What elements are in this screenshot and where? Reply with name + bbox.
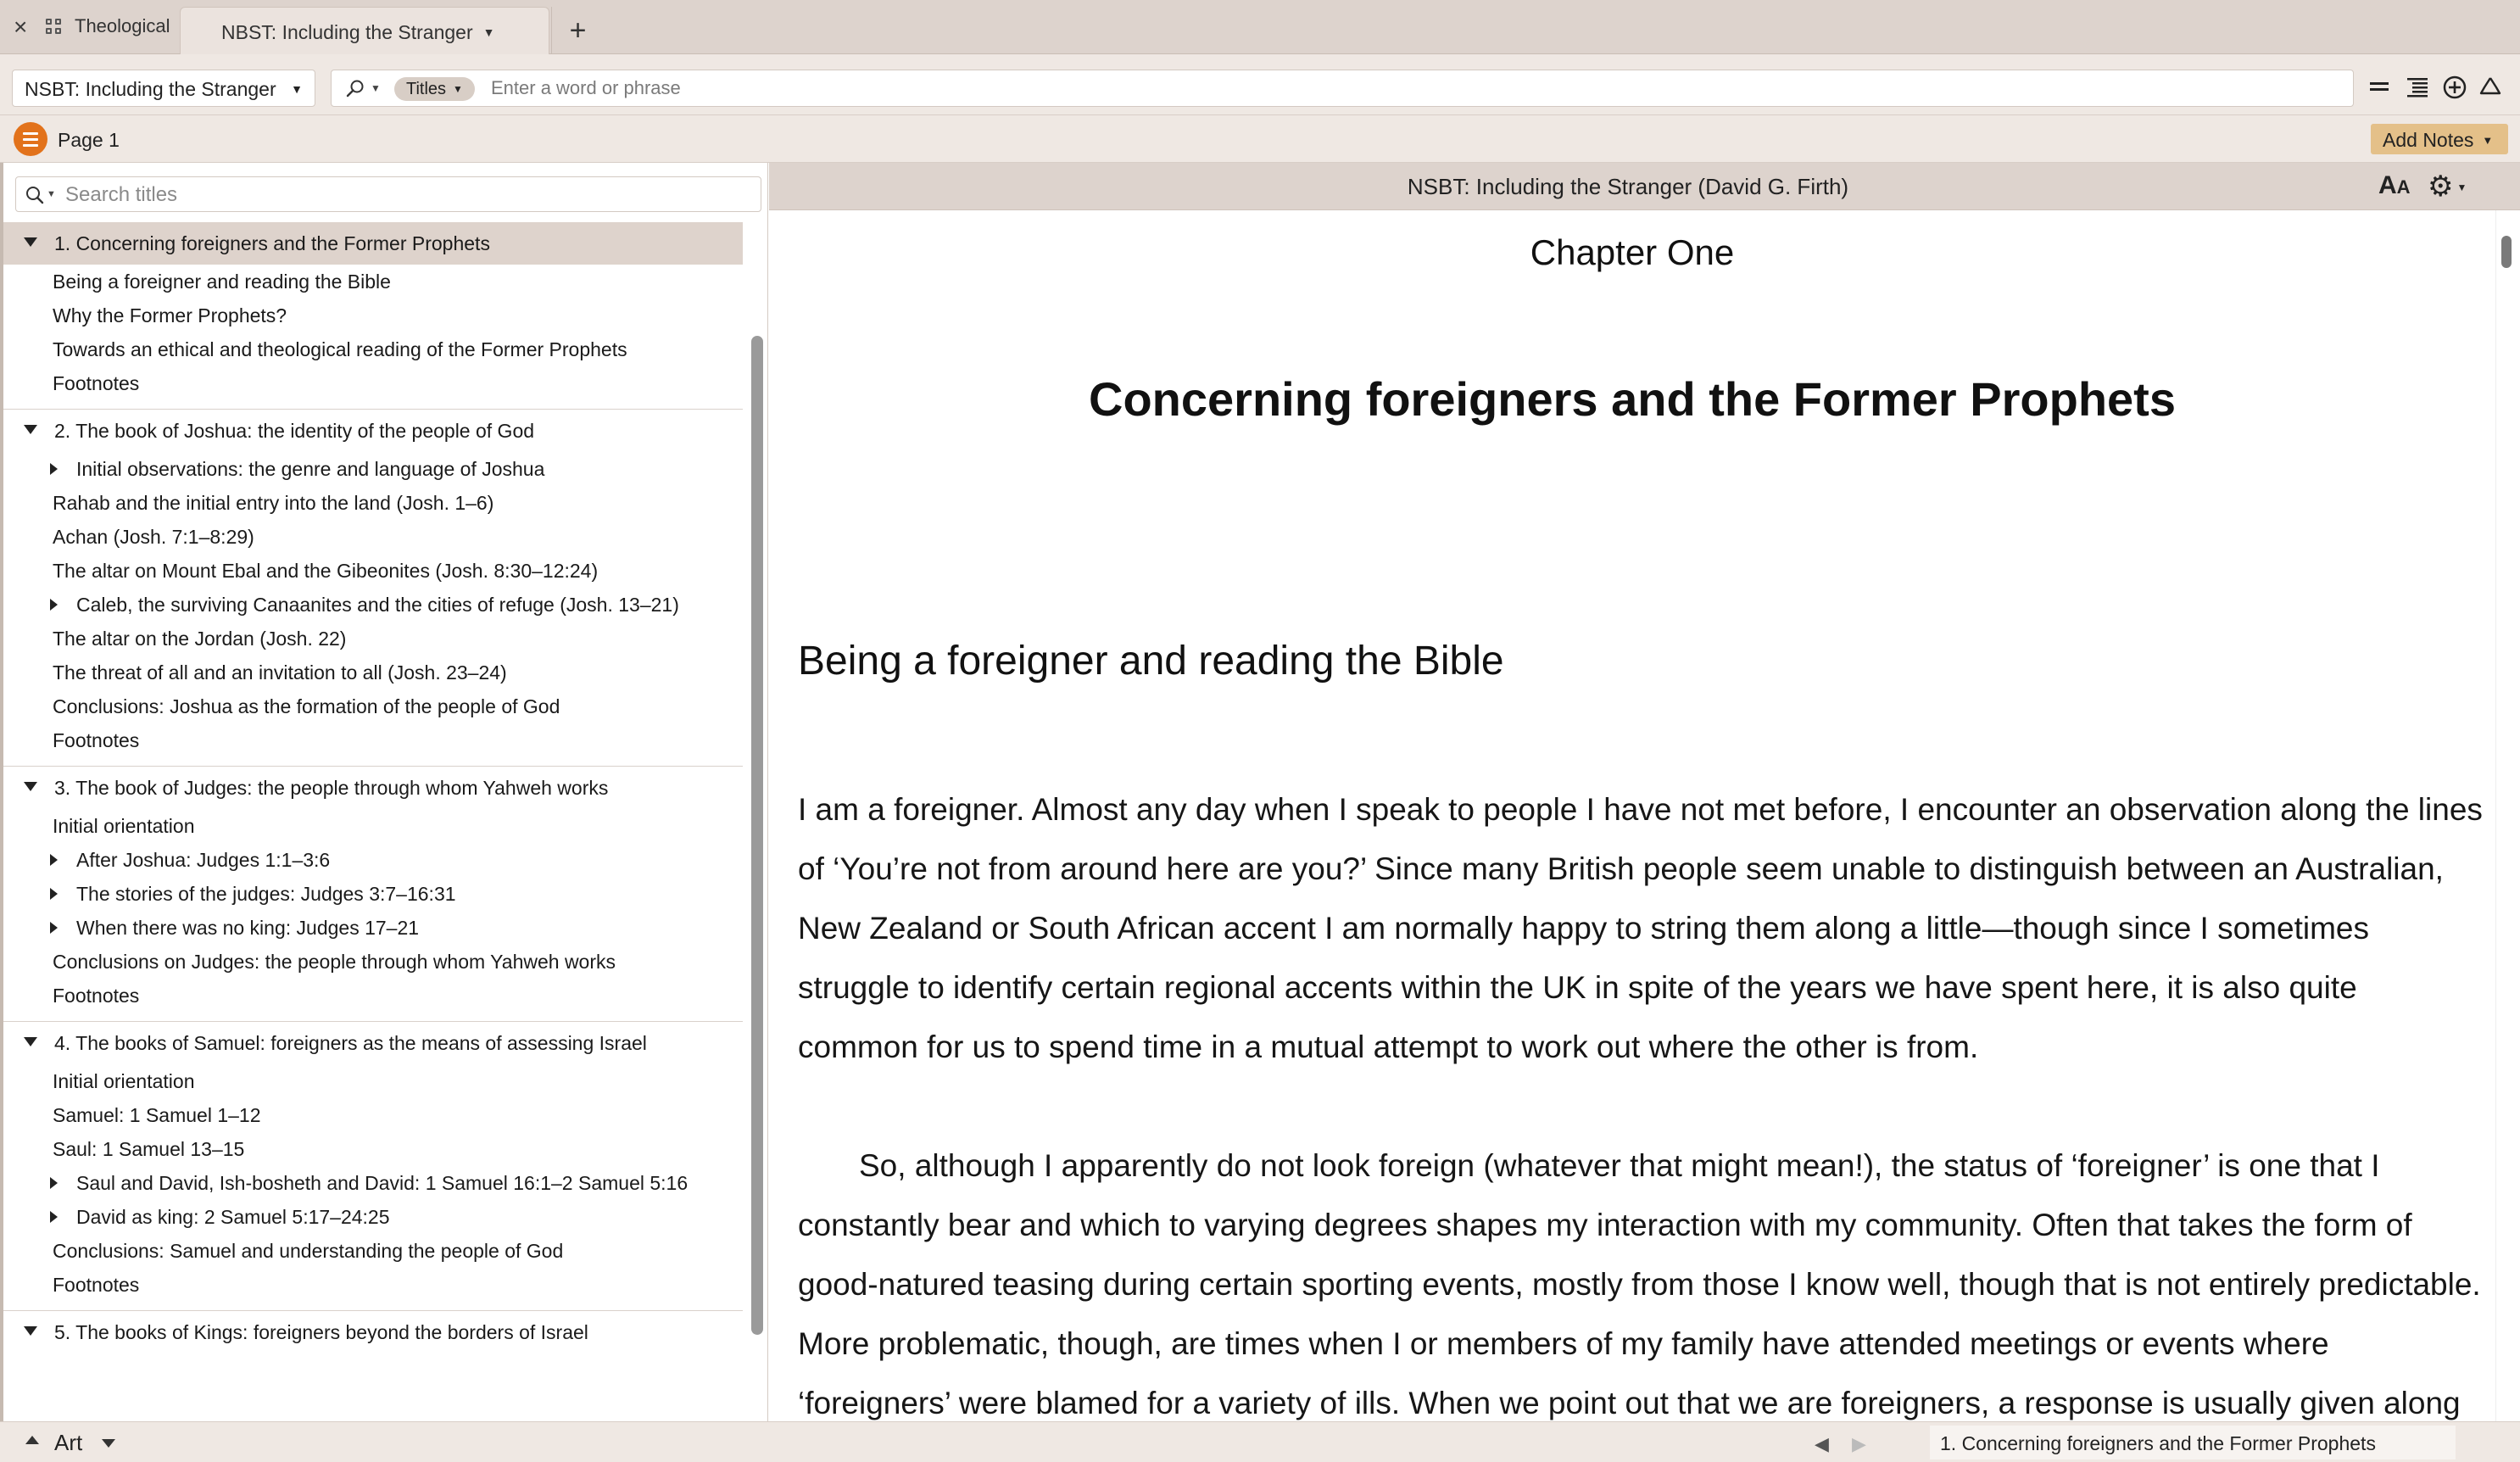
tab-bar xyxy=(0,0,2520,54)
toc-item[interactable] xyxy=(3,554,743,588)
toc-item-label: The altar on the Jordan (Josh. 22) xyxy=(53,628,347,650)
chevron-down-icon[interactable]: ▼ xyxy=(47,189,56,199)
toc-item[interactable] xyxy=(3,452,743,486)
toc-item[interactable] xyxy=(3,299,743,332)
toc-item-label: Conclusions: Samuel and understanding the people of God xyxy=(53,1240,564,1262)
toc-item[interactable] xyxy=(3,979,743,1013)
resource-label: NSBT: Including the Stranger xyxy=(25,78,276,100)
toc-item[interactable] xyxy=(3,1234,743,1268)
add-tab-button[interactable]: + xyxy=(551,7,604,54)
tab-label: NBST: Including the Stranger xyxy=(221,21,473,43)
toc-item[interactable] xyxy=(3,332,743,366)
toc-item[interactable] xyxy=(3,1166,743,1200)
toc-section-header[interactable] xyxy=(3,767,743,809)
toc-section xyxy=(3,1311,743,1353)
toc-item[interactable] xyxy=(3,656,743,689)
toc-item[interactable] xyxy=(3,809,743,843)
search-icon[interactable] xyxy=(25,185,45,205)
search-box xyxy=(331,70,2354,107)
chevron-down-icon[interactable]: ▼ xyxy=(371,82,381,94)
toc-section-title: 2. The book of Joshua: the identity of the people of God xyxy=(54,420,535,442)
toc-item-label: Footnotes xyxy=(53,1274,140,1296)
paragraph: I am a foreigner. Almost any day when I speak to people I have not met before, I encounter an observation along the lines of ‘You’re not from around here are you?’ Since many British people seem unable to distinguish between an Australian, New Zealand or South African accent I am normally happy to string them along a little—though since I sometimes struggle to identify certain regional accents within the UK in spite of the years we have spent here, it is also quite common for us to spend time in a mutual attempt to work out where the other is from. xyxy=(798,792,2483,1064)
page-bar xyxy=(0,115,2520,163)
search-scope-label: Titles xyxy=(406,80,447,98)
toc-item[interactable] xyxy=(3,689,743,723)
toc-item-label: Initial orientation xyxy=(53,815,195,837)
reader-pane xyxy=(769,210,2495,1421)
toc-item[interactable] xyxy=(3,588,743,622)
toc-item-label: The threat of all and an invitation to all (Josh. 23–24) xyxy=(53,661,507,684)
toc-item-label: David as king: 2 Samuel 5:17–24:25 xyxy=(76,1206,390,1228)
chevron-down-icon: ▼ xyxy=(2482,134,2494,147)
toc-section-title: 5. The books of Kings: foreigners beyond the borders of Israel xyxy=(54,1321,588,1343)
chevron-down-icon[interactable] xyxy=(102,1439,115,1448)
sidebar-scrollbar[interactable] xyxy=(751,336,763,1335)
toc-section xyxy=(3,410,743,767)
recycle-icon[interactable] xyxy=(2478,75,2503,105)
chevron-up-icon[interactable] xyxy=(25,1436,39,1444)
expand-triangle-icon[interactable] xyxy=(50,599,58,611)
previous-arrow-icon[interactable]: ◀ xyxy=(1815,1433,1829,1454)
toc-item-label: Initial observations: the genre and language of Joshua xyxy=(76,458,545,480)
chevron-down-icon: ▼ xyxy=(453,83,463,95)
toc-item-label: The stories of the judges: Judges 3:7–16:31 xyxy=(76,883,456,905)
toc-section-header[interactable] xyxy=(3,1311,743,1353)
chapter-title: Concerning foreigners and the Former Prophets xyxy=(1089,372,2176,426)
add-circle-icon[interactable] xyxy=(2442,75,2467,105)
status-bar xyxy=(0,1421,2520,1462)
toc-item-label: Conclusions on Judges: the people through whom Yahweh works xyxy=(53,951,616,973)
toc-item-label: Saul and David, Ish-bosheth and David: 1 Samuel 16:1–2 Samuel 5:16 xyxy=(76,1172,689,1194)
toc-item-label: Footnotes xyxy=(53,729,140,751)
toc-item[interactable] xyxy=(3,843,743,877)
search-toolbar xyxy=(0,54,2520,115)
toc-item[interactable] xyxy=(3,265,743,299)
toc-item[interactable] xyxy=(3,1200,743,1234)
font-size-icon[interactable]: AA xyxy=(2378,171,2411,199)
toc-item[interactable] xyxy=(3,366,743,400)
layout-icon[interactable] xyxy=(46,19,63,36)
toc-item-label: Conclusions: Joshua as the formation of the people of God xyxy=(53,695,560,717)
collapse-triangle-icon[interactable] xyxy=(24,782,37,791)
add-notes-button[interactable] xyxy=(2371,124,2508,154)
toc-item[interactable] xyxy=(3,622,743,656)
chevron-down-icon: ▼ xyxy=(2456,181,2467,193)
next-arrow-icon[interactable]: ▶ xyxy=(1852,1433,1866,1454)
expand-triangle-icon[interactable] xyxy=(50,854,58,866)
toc-section xyxy=(3,767,743,1022)
toc-section-title: 4. The books of Samuel: foreigners as the means of assessing Israel xyxy=(54,1032,647,1054)
add-notes-label: Add Notes xyxy=(2383,129,2474,151)
toc-item[interactable] xyxy=(3,911,743,945)
toc-item-label: After Joshua: Judges 1:1–3:6 xyxy=(76,849,331,871)
toc-item[interactable] xyxy=(3,520,743,554)
search-icon[interactable] xyxy=(345,79,365,99)
search-scope-dropdown[interactable] xyxy=(394,77,475,101)
toc-section-header[interactable] xyxy=(3,1022,743,1064)
toc-item-label: Samuel: 1 Samuel 1–12 xyxy=(53,1104,261,1126)
chapter-label: Chapter One xyxy=(1530,232,1735,272)
title-filter-box xyxy=(15,176,761,212)
location-indicator[interactable]: 1. Concerning foreigners and the Former Prophets xyxy=(1930,1426,2456,1459)
toc-section-title: 1. Concerning foreigners and the Former Prophets xyxy=(54,232,490,254)
reader-scrollbar-track xyxy=(2495,210,2520,1421)
table-of-contents-button[interactable] xyxy=(14,122,47,156)
toc-section-header[interactable] xyxy=(3,222,743,265)
collapse-triangle-icon[interactable] xyxy=(24,1037,37,1046)
toc-section xyxy=(3,222,743,410)
toc-item[interactable] xyxy=(3,486,743,520)
lines-icon[interactable] xyxy=(2367,75,2391,103)
close-icon[interactable]: × xyxy=(14,14,28,40)
page-indicator: Page 1 xyxy=(58,129,120,151)
toc-item[interactable] xyxy=(3,1132,743,1166)
toc-item-label: The altar on Mount Ebal and the Gibeonites (Josh. 8:30–12:24) xyxy=(53,560,599,582)
toc-item-label: Footnotes xyxy=(53,985,140,1007)
layout-tab-theological[interactable]: Theological xyxy=(75,15,170,36)
chevron-down-icon[interactable]: ▼ xyxy=(482,25,495,39)
chevron-down-icon: ▼ xyxy=(291,82,303,96)
tab-including-the-stranger[interactable] xyxy=(180,7,549,54)
toc-item-label: Towards an ethical and theological reading of the Former Prophets xyxy=(53,338,627,360)
expand-triangle-icon[interactable] xyxy=(50,1211,58,1223)
collapse-triangle-icon[interactable] xyxy=(24,237,37,247)
collapse-triangle-icon[interactable] xyxy=(24,1326,37,1336)
toc-item-label: Achan (Josh. 7:1–8:29) xyxy=(53,526,254,548)
toc-item[interactable] xyxy=(3,1064,743,1098)
collapse-triangle-icon[interactable] xyxy=(24,425,37,434)
toc-section-title: 3. The book of Judges: the people through whom Yahweh works xyxy=(54,777,609,799)
toc-item[interactable] xyxy=(3,723,743,757)
reader-header xyxy=(769,163,2520,210)
toc-section-header[interactable] xyxy=(3,410,743,452)
toc-item-label: Saul: 1 Samuel 13–15 xyxy=(53,1138,245,1160)
title-search-input[interactable] xyxy=(64,182,742,208)
toc-item-label: When there was no king: Judges 17–21 xyxy=(76,917,420,939)
toc-item-label: Why the Former Prophets? xyxy=(53,304,287,326)
reader-title: NSBT: Including the Stranger (David G. Firth) xyxy=(1407,174,1849,199)
toc-item[interactable] xyxy=(3,945,743,979)
expand-triangle-icon[interactable] xyxy=(50,463,58,475)
toc-sidebar xyxy=(0,163,768,1421)
toc-item-label: Rahab and the initial entry into the land (Josh. 1–6) xyxy=(53,492,494,514)
expand-triangle-icon[interactable] xyxy=(50,888,58,900)
toc-item[interactable] xyxy=(3,877,743,911)
toc-item[interactable] xyxy=(3,1098,743,1132)
search-input[interactable] xyxy=(489,75,1846,101)
expand-triangle-icon[interactable] xyxy=(50,922,58,934)
resource-selector[interactable] xyxy=(12,70,315,107)
gear-icon[interactable]: ⚙ ▼ xyxy=(2428,170,2467,203)
panel-selector[interactable]: Art xyxy=(54,1430,83,1455)
reader-scrollbar[interactable] xyxy=(2501,236,2512,268)
toc-item-label: Footnotes xyxy=(53,372,140,394)
toc-item-label: Initial orientation xyxy=(53,1070,195,1092)
expand-triangle-icon[interactable] xyxy=(50,1177,58,1189)
toc-section xyxy=(3,1022,743,1311)
toc-list xyxy=(3,222,743,1353)
text-align-icon[interactable] xyxy=(2405,75,2430,105)
section-heading: Being a foreigner and reading the Bible xyxy=(798,639,1504,684)
toc-item-label: Being a foreigner and reading the Bible xyxy=(53,271,391,293)
paragraph: So, although I apparently do not look foreign (whatever that might mean!), the status of ‘foreigner’ is one that I constantly bear and which to varying degrees shapes my interaction with my community. Often that takes the form of good-natured teasing during certain sporting events, mostly from those I know well, though that is not entirely predictable. More problematic, though, are times when I or members of my family have attended meetings or events where ‘foreigners’ were blamed for a variety of ills. When we point out that we are foreigners, a response is usually given along xyxy=(798,1148,2481,1420)
toc-item-label: Caleb, the surviving Canaanites and the cities of refuge (Josh. 13–21) xyxy=(76,594,679,616)
toc-item[interactable] xyxy=(3,1268,743,1302)
